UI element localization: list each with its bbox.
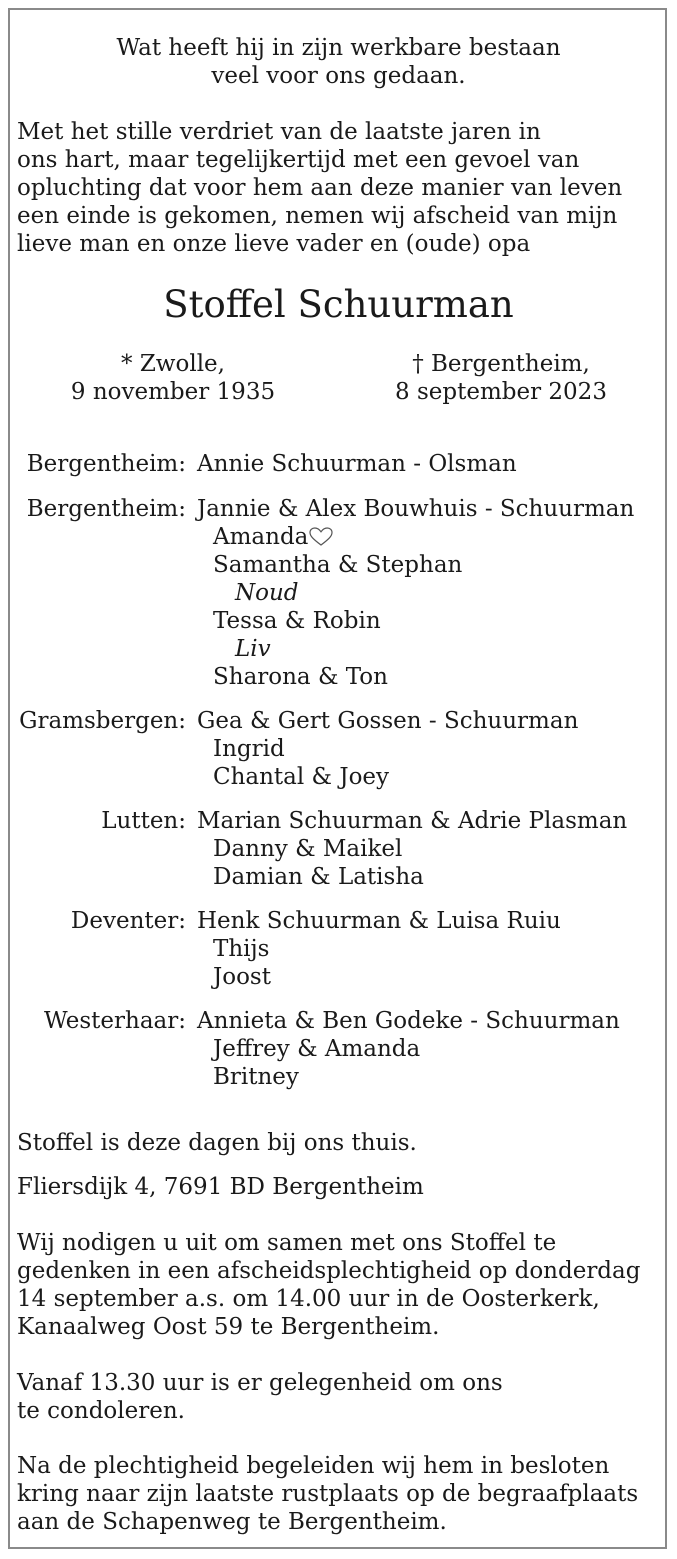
birth-info <box>43 350 303 406</box>
death-date: 8 september 2023 <box>395 379 607 405</box>
grandchild-name: Chantal & Joey <box>213 764 390 790</box>
grandchild-name: Ingrid <box>213 736 285 762</box>
birth-place: * Zwolle, <box>121 351 225 377</box>
grandchild-name: Jeffrey & Amanda <box>213 1036 421 1062</box>
address: Fliersdijk 4, 7691 BD Bergentheim <box>17 1174 424 1200</box>
intro-line: lieve man en onze lieve vader en (oude) opa <box>17 231 531 257</box>
service-line: gedenken in een afscheidsplechtigheid op donderdag <box>17 1258 641 1284</box>
great-grandchild-name: Noud <box>235 580 299 606</box>
intro-line: opluchting dat voor hem aan deze manier van leven <box>17 175 623 201</box>
deceased-name: Stoffel Schuurman <box>163 283 514 326</box>
grandchild-name: Damian & Latisha <box>213 864 424 890</box>
burial-line: Na de plechtigheid begeleiden wij hem in besloten <box>17 1453 610 1479</box>
grandchild-name: Sharona & Ton <box>213 664 388 690</box>
heart-outline-icon <box>309 526 333 554</box>
intro-paragraph <box>17 118 622 258</box>
family-names: Gea & Gert Gossen - Schuurman <box>197 708 579 734</box>
condolence-line: te condoleren. <box>17 1398 185 1424</box>
family-place: Lutten: <box>101 808 186 834</box>
poem <box>0 34 677 90</box>
poem-line: veel voor ons gedaan. <box>211 63 466 89</box>
burial-line: kring naar zijn laatste rustplaats op de begraafplaats <box>17 1481 639 1507</box>
intro-line: Met het stille verdriet van de laatste jaren in <box>17 119 541 145</box>
family-names: Marian Schuurman & Adrie Plasman <box>197 808 628 834</box>
family-names: Jannie & Alex Bouwhuis - Schuurman <box>197 496 635 522</box>
grandchild-name: Samantha & Stephan <box>213 552 463 578</box>
grandchild-name: Joost <box>213 964 271 990</box>
service-line: Wij nodigen u uit om samen met ons Stoffel te <box>17 1230 557 1256</box>
grandchild-name: Britney <box>213 1064 299 1090</box>
family-names: Annie Schuurman - Olsman <box>197 451 517 477</box>
burial-line: aan de Schapenweg te Bergentheim. <box>17 1509 447 1535</box>
grandchild-name: Tessa & Robin <box>213 608 381 634</box>
intro-line: ons hart, maar tegelijkertijd met een gevoel van <box>17 147 580 173</box>
family-place: Bergentheim: <box>26 496 186 522</box>
grandchild-name: Danny & Maikel <box>213 836 403 862</box>
home-note: Stoffel is deze dagen bij ons thuis. <box>17 1130 417 1156</box>
service-line: Kanaalweg Oost 59 te Bergentheim. <box>17 1314 440 1340</box>
intro-line: een einde is gekomen, nemen wij afscheid van mijn <box>17 203 618 229</box>
family-place: Deventer: <box>70 908 186 934</box>
grandchild-name: Amanda <box>213 524 309 550</box>
family-names: Annieta & Ben Godeke - Schuurman <box>197 1008 620 1034</box>
condolence-paragraph <box>17 1369 503 1425</box>
death-place: † Bergentheim, <box>412 351 590 377</box>
poem-line: Wat heeft hij in zijn werkbare bestaan <box>116 35 561 61</box>
grandchild-entry <box>213 523 333 554</box>
birth-date: 9 november 1935 <box>70 379 276 405</box>
service-line: 14 september a.s. om 14.00 uur in de Oosterkerk, <box>17 1286 600 1312</box>
grandchild-name: Thijs <box>213 936 270 962</box>
service-paragraph <box>17 1229 640 1341</box>
family-names: Henk Schuurman & Luisa Ruiu <box>197 908 561 934</box>
great-grandchild-name: Liv <box>235 636 271 662</box>
death-info <box>370 350 632 406</box>
burial-paragraph <box>17 1452 638 1536</box>
family-place: Gramsbergen: <box>19 708 186 734</box>
family-place: Bergentheim: <box>26 451 186 477</box>
family-place: Westerhaar: <box>43 1008 186 1034</box>
condolence-line: Vanaf 13.30 uur is er gelegenheid om ons <box>17 1370 503 1396</box>
